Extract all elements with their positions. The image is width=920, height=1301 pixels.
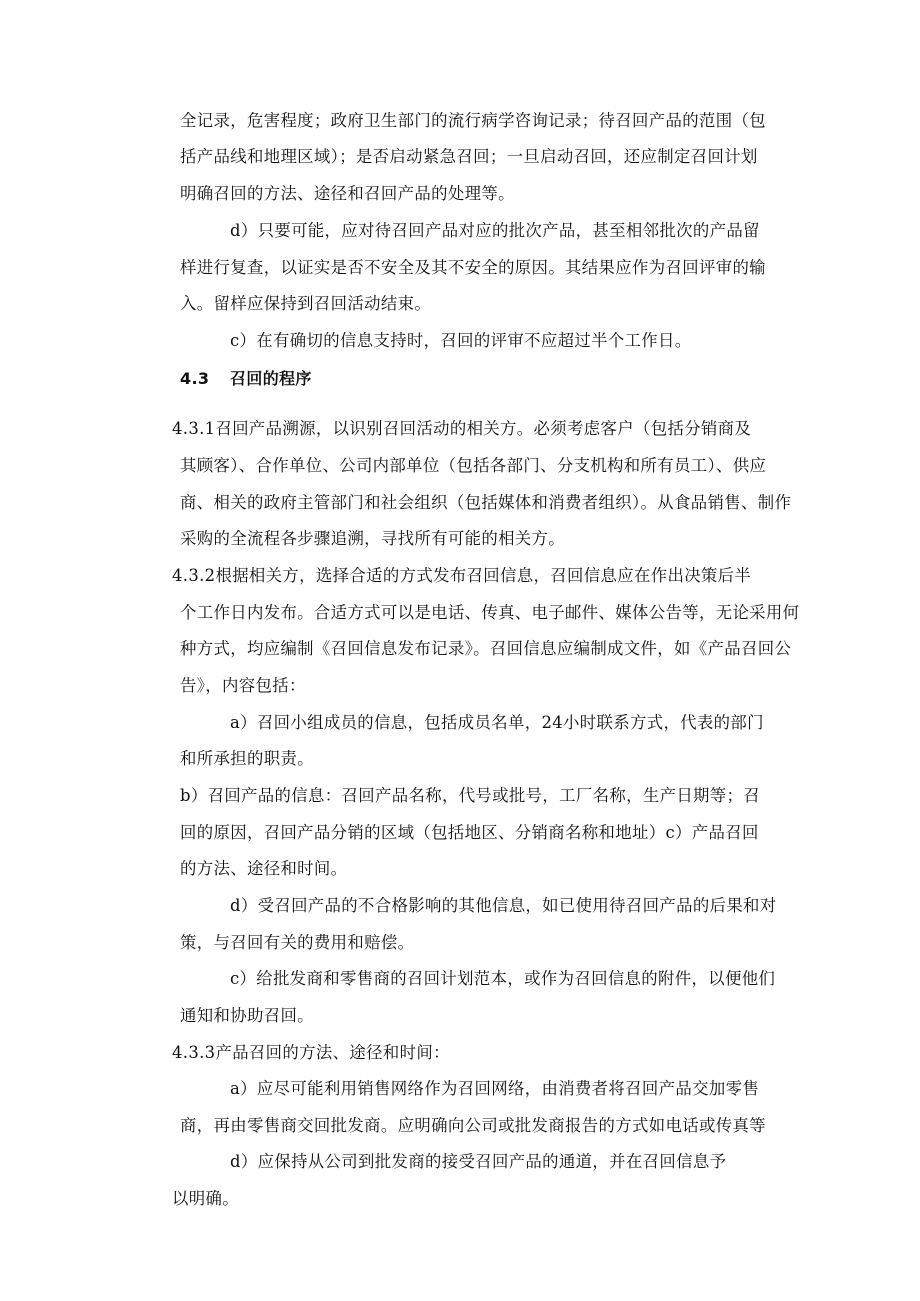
paragraph-line: 回的原因，召回产品分销的区域（包括地区、分销商名称和地址）c）产品召回	[180, 823, 759, 842]
paragraph-line: 个工作日内发布。合适方式可以是电话、传真、电子邮件、媒体公告等，无论采用何	[180, 603, 800, 622]
paragraph-line: 全记录，危害程度；政府卫生部门的流行病学咨询记录；待召回产品的范围（包	[180, 111, 766, 130]
paragraph-line: a）应尽可能利用销售网络作为召回网络，由消费者将召回产品交加零售	[230, 1079, 760, 1098]
section-number: 4.3	[180, 369, 210, 388]
paragraph-line: 通知和协助召回。	[180, 1006, 314, 1025]
paragraph-line: 采购的全流程各步骤追溯，寻找所有可能的相关方。	[180, 529, 566, 548]
paragraph-line: 的方法、途径和时间。	[180, 859, 348, 878]
paragraph-line: 告》，内容包括：	[180, 676, 306, 695]
section-title: 召回的程序	[230, 369, 312, 388]
paragraph-line: 策，与召回有关的费用和赔偿。	[180, 933, 415, 952]
paragraph-line: d）受召回产品的不合格影响的其他信息，如已使用待召回产品的后果和对	[230, 896, 777, 915]
paragraph-line: 其顾客）、合作单位、公司内部单位（包括各部门、分支机构和所有员工）、供应	[180, 456, 767, 475]
paragraph-line: 商，再由零售商交回批发商。应明确向公司或批发商报告的方式如电话或传真等	[180, 1116, 766, 1135]
paragraph-line: 和所承担的职责。	[180, 749, 314, 768]
paragraph-line: a）召回小组成员的信息，包括成员名单，24小时联系方式，代表的部门	[230, 713, 764, 732]
paragraph-line: b）召回产品的信息：召回产品名称，代号或批号，工厂名称，生产日期等；召	[180, 786, 761, 805]
paragraph-line: c）给批发商和零售商的召回计划范本，或作为召回信息的附件，以便他们	[230, 969, 776, 988]
paragraph-line: d）只要可能，应对待召回产品对应的批次产品，甚至相邻批次的产品留	[230, 221, 760, 240]
paragraph-line: 4.3.3产品召回的方法、途径和时间：	[172, 1043, 450, 1062]
paragraph-line: 样进行复查，以证实是否不安全及其不安全的原因。其结果应作为召回评审的输	[180, 258, 766, 277]
paragraph-line: 明确召回的方法、途径和召回产品的处理等。	[180, 184, 515, 203]
paragraph-line: 括产品线和地理区域）；是否启动紧急召回；一旦启动召回，还应制定召回计划	[180, 147, 758, 166]
paragraph-line: 以明确。	[172, 1189, 239, 1208]
paragraph-line: 4.3.1召回产品溯源，以识别召回活动的相关方。必须考虑客户（包括分销商及	[172, 419, 752, 438]
paragraph-line: 商、相关的政府主管部门和社会组织（包括媒体和消费者组织）。从食品销售、制作	[180, 493, 792, 512]
paragraph-line: 种方式，均应编制《召回信息发布记录》。召回信息应编制成文件，如《产品召回公	[180, 639, 792, 658]
paragraph-line: c）在有确切的信息支持时，召回的评审不应超过半个工作日。	[230, 331, 692, 350]
section-heading	[180, 368, 312, 390]
paragraph-line: 入。留样应保持到召回活动结束。	[180, 294, 432, 313]
paragraph-line: 4.3.2根据相关方，选择合适的方式发布召回信息，召回信息应在作出决策后半	[172, 566, 752, 585]
paragraph-line: d）应保持从公司到批发商的接受召回产品的通道，并在召回信息予	[230, 1152, 727, 1171]
